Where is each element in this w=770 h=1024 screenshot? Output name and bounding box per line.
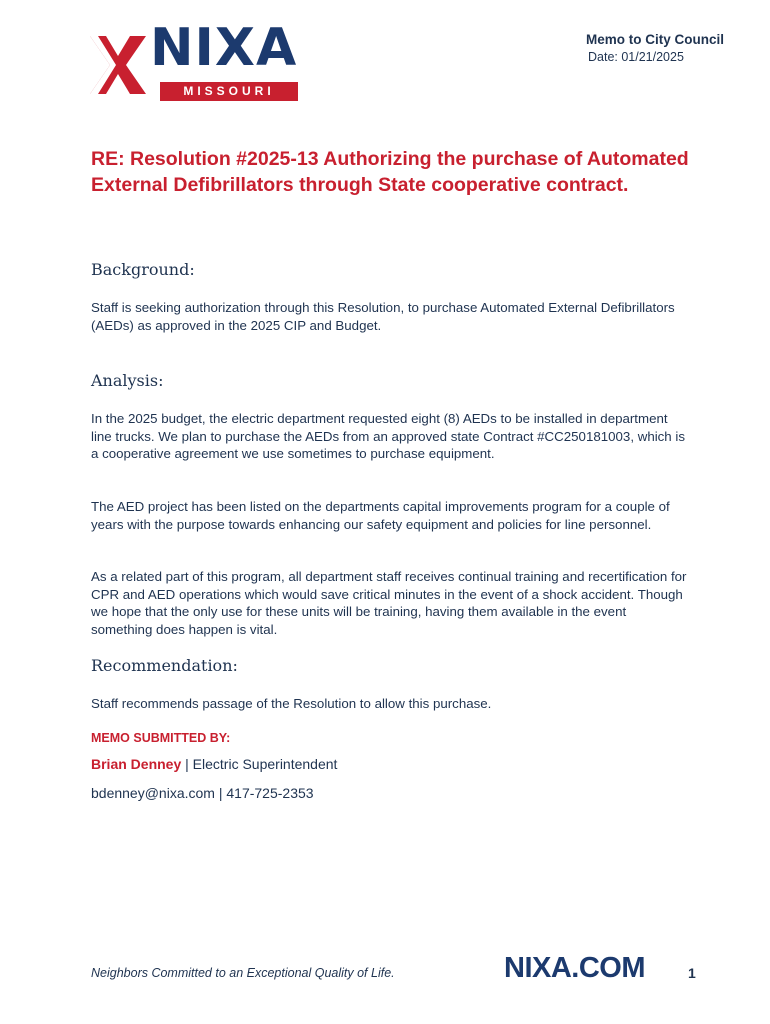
background-heading: Background: <box>91 260 195 279</box>
signature-line <box>91 756 337 772</box>
page-number: 1 <box>688 965 696 981</box>
footer-tagline: Neighbors Committed to an Exceptional Quality of Life. <box>91 966 395 980</box>
nixa-logo <box>88 18 303 104</box>
memo-date: Date: 01/21/2025 <box>588 50 684 64</box>
analysis-paragraph-1: In the 2025 budget, the electric department requested eight (8) AEDs to be installed in department line trucks. We plan to purchase the AEDs from an approved state Contract #CC250181003, which is a cooperative agreement we use sometimes to purchase equipment. <box>91 411 686 462</box>
submitter-phone: 417-725-2353 <box>226 785 314 801</box>
submitter-email[interactable]: bdenney@nixa.com <box>91 785 215 801</box>
logo-subtitle: MISSOURI <box>160 82 298 101</box>
submitter-title: Electric Superintendent <box>192 756 338 772</box>
analysis-paragraph-3: As a related part of this program, all department staff receives continual training and recertification for CPR and AED operations which would save critical minutes in the event of a shock accident. Though we hope that the only use for these units will be training, having them available in the event something does happen is vital. <box>91 569 687 637</box>
recommendation-heading: Recommendation: <box>91 656 238 675</box>
signature-separator: | <box>185 756 189 772</box>
submitted-by-label: MEMO SUBMITTED BY: <box>91 731 231 745</box>
background-text: Staff is seeking authorization through this Resolution, to purchase Automated External Defibrillators (AEDs) as approved in the 2025 CIP and Budget. <box>91 300 675 333</box>
analysis-paragraph-2: The AED project has been listed on the departments capital improvements program for a couple of years with the purpose towards enhancing our safety equipment and policies for line personnel. <box>91 499 670 532</box>
logo-x-mark-icon <box>88 30 148 100</box>
logo-wordmark: NIXA <box>150 18 298 78</box>
memo-header <box>586 32 724 64</box>
recommendation-text: Staff recommends passage of the Resolution to allow this purchase. <box>91 696 492 711</box>
memo-title: RE: Resolution #2025-13 Authorizing the purchase of Automated External Defibrillators through State cooperative contract. <box>91 148 689 196</box>
footer-website-logo[interactable]: NIXA.COM <box>504 952 645 984</box>
analysis-heading: Analysis: <box>91 371 164 390</box>
contact-line <box>91 785 314 801</box>
memo-recipient: Memo to City Council <box>586 32 724 47</box>
submitter-name: Brian Denney <box>91 756 182 772</box>
contact-separator: | <box>218 785 223 801</box>
